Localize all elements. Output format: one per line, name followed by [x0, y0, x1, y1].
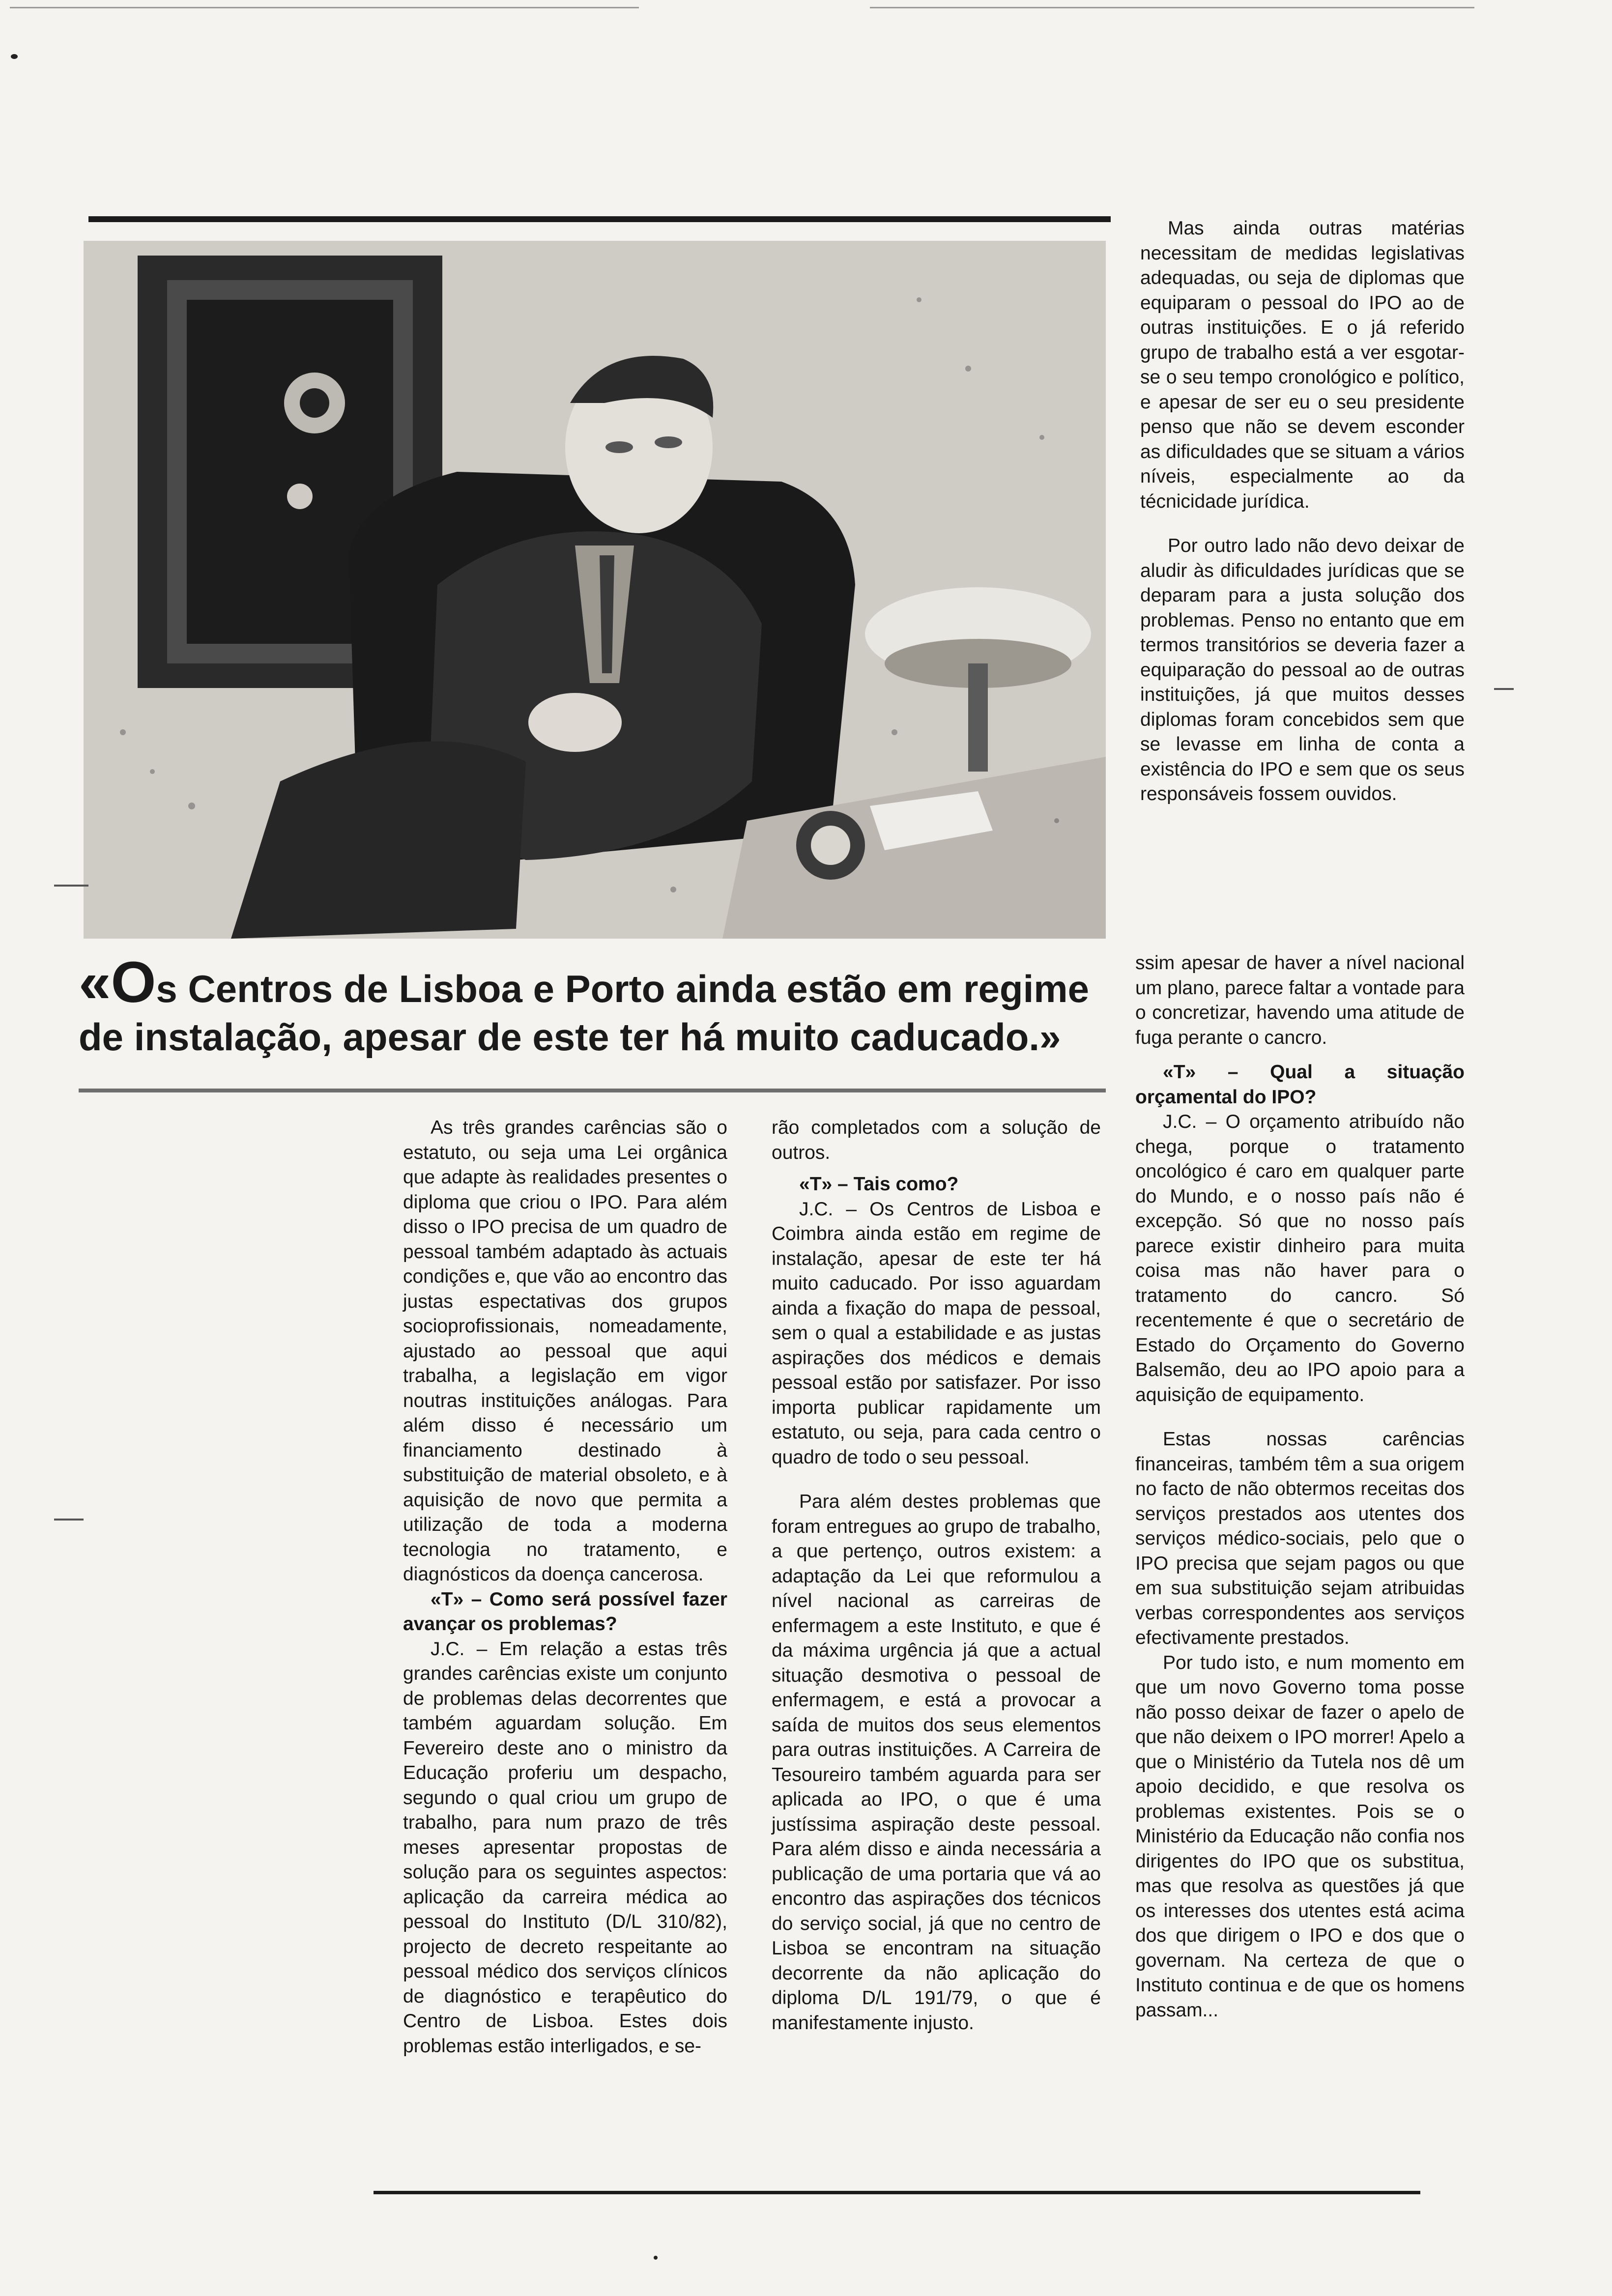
article-paragraph: As três grandes carências são o estatuto, ou seja uma Lei orgânica que adapte às realidades presentes o diploma que criou o IPO. Para além disso o IPO precisa de um quadro de pessoal também adaptado às actuais condições e, que vão ao encontro das justas espectativas dos grupos socioprofissionais, nomeadamente, ajustado ao pessoal que aqui trabalha, a legislação em vigor noutras instituições análogas. Para além disso é necessário um financiamento destinado à substituição de material obsoleto, e à aquisição de novo que permita a utilização de toda a moderna tecnologia no tratamento, e diagnósticos da doença cancerosa. — [403, 1117, 727, 1585]
caption-lead-glyph: «O — [79, 950, 156, 1015]
article-column-2 — [403, 1116, 727, 2078]
interview-question: «T» – Qual a situação orçamental do IPO? — [1135, 1062, 1465, 1108]
article-paragraph: Para além destes problemas que foram entregues ao grupo de trabalho, a que pertenço, outros existem: a adaptação da Lei que reformulou a nível nacional as carreiras de enfermagem a este Instituto, e que é da máxima urgência já que a actual situação desmotiva o pessoal de enfermagem, e está a provocar a saída de muitos dos seus elementos para outras instituições. A Carreira de Tesoureiro também aguarda para ser aplicada ao IPO, o que é uma justíssima aspiração deste pessoal. Para além disso e ainda necessária a publicação de uma portaria que vá ao encontro das aspirações dos técnicos do serviço social, já que no centro de Lisboa se encontram na situação decorrente da não aplicação do diploma D/L 191/79, o que é manifestamente injusto. — [772, 1491, 1101, 2034]
scan-margin-mark — [54, 1519, 84, 1521]
article-paragraph-continuation: rão completados com a solução de outros. — [772, 1117, 1101, 1163]
article-paragraph: J.C. – Os Centros de Lisboa e Coimbra ainda estão em regime de instalação, apesar de este ter há muito caducado. Por isso aguardam ainda a fixação do mapa de pessoal, sem o qual a estabilidade e as justas aspirações dos médicos e demais pessoal estão por satisfazer. Por isso importa publicar rapidamente um estatuto, ou seja, para cada centro o quadro de todo o seu pessoal. — [772, 1198, 1101, 1468]
article-paragraph: J.C. – Em relação a estas três grandes carências existe um conjunto de problemas delas decorrentes que também aguardam solução. Em Fevereiro deste ano o ministro da Educação proferiu um despacho, segundo o qual criou um grupo de trabalho, para num prazo de três meses apresentar propostas de solução para os seguintes aspectos: aplicação da carreira médica ao pessoal do Instituto (D/L 310/82), projecto de decreto respeitante ao pessoal médico dos serviços clínicos de diagnóstico e terapêutico do Centro de Lisboa. Estes dois problemas estão interligados, e se- — [403, 1638, 727, 2057]
photo-illustration — [84, 241, 1106, 939]
article-paragraph: Por tudo isto, e num momento em que um novo Governo toma posse não posso deixar de fazer o apelo de que não deixem o IPO morrer! Apelo a que o Ministério da Tutela nos dê um apoio decidido, e que resolva os problemas existentes. Pois se o Ministério da Educação não confia nos dirigentes do IPO que os substitua, mas que resolva as questões já que os interesses dos utentes está acima dos que dirigem o IPO e dos que o governam. Na certeza de que o Instituto continua e de que os homens passam... — [1135, 1652, 1465, 2021]
article-paragraph-continuation: ssim apesar de haver a nível nacional um plano, parece faltar a vontade para o concretizar, havendo uma atitude de fuga perante o cancro. — [1135, 952, 1465, 1048]
scan-edge-line — [10, 7, 639, 8]
article-paragraph: J.C. – O orçamento atribuído não chega, porque o tratamento oncológico é caro em qualquer parte do Mundo, e o nosso país não é excepção. Só que no nosso país parece existir dinheiro para muita coisa mas não haver para o tratamento do cancro. Só recentemente é que o secretário de Estado do Orçamento do Governo Balsemão, deu ao IPO apoio para a aquisição de equipamento. — [1135, 1111, 1465, 1406]
article-column-3 — [772, 1116, 1101, 2055]
article-end-rule — [374, 2191, 1420, 2194]
article-paragraph: Estas nossas carências financeiras, também têm a sua origem no facto de não obtermos receitas dos serviços prestados aos utentes dos serviços médico-sociais, pelo que o IPO precisa que sejam pagos ou que em sua substituição sejam atribuidas verbas correspondentes aos serviços efectivamente prestados. — [1135, 1429, 1465, 1648]
scan-margin-mark — [1494, 688, 1514, 690]
scan-margin-mark — [54, 885, 88, 887]
article-paragraph: Mas ainda outras matérias necessitam de medidas legislativas adequadas, ou seja de diplomas que equiparam o pessoal do IPO ao de outras instituições. E o já referido grupo de trabalho está a ver esgotar-se o seu tempo cronológico e político, e apesar de ser eu o seu presidente penso que não se devem esconder as dificuldades que se situam a vários níveis, especialmente ao da técnicidade jurídica. — [1140, 218, 1465, 512]
photo-caption-quote — [79, 950, 1135, 1061]
interview-photo — [84, 241, 1106, 939]
scan-speck — [11, 54, 18, 59]
scan-speck — [654, 2256, 658, 2260]
article-column-4 — [1135, 951, 1465, 2042]
scan-edge-line — [870, 7, 1474, 8]
interview-question: «T» – Tais como? — [799, 1174, 959, 1195]
article-paragraph: Por outro lado não devo deixar de aludir às dificuldades jurídicas que se deparam para a justa solução dos problemas. Penso no entanto que em termos transitórios se deveria fazer a equiparação do pessoal ao de outras instituições, já que muitos desses diplomas foram concebidos sem que se levasse em linha de conta a existência do IPO e sem que os seus responsáveis fossem ouvidos. — [1140, 535, 1465, 804]
photo-top-rule — [88, 216, 1111, 222]
caption-bottom-rule — [79, 1089, 1106, 1092]
caption-text: s Centros de Lisboa e Porto ainda estão em regime de instalação, apesar de este ter há muito caducado.» — [79, 967, 1089, 1059]
interview-question: «T» – Como será possível fazer avançar os problemas? — [403, 1588, 727, 1635]
article-column-1 — [1140, 216, 1465, 827]
